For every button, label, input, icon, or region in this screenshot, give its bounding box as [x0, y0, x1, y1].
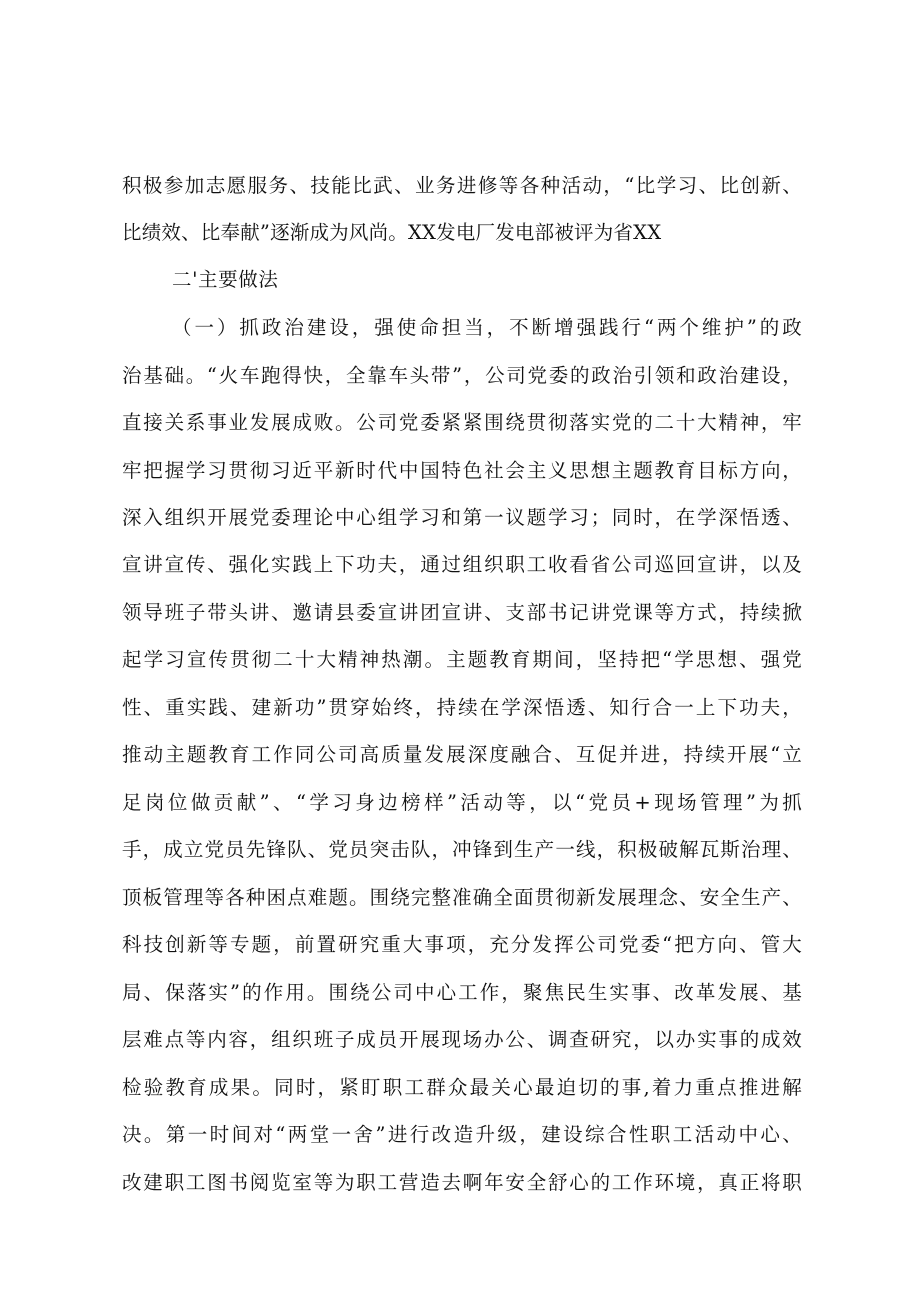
paragraph-line-7: 深入组织开展党委理论中心组学习和第一议题学习；同时，在学深悟透、	[122, 506, 802, 529]
paragraph-line-11: 性、重实践、建新功”贯穿始终，持续在学深悟透、知行合一上下功夫，	[122, 696, 802, 719]
paragraph-line-2: 比绩效、比奉献”逐渐成为风尚。XX发电厂发电部被评为省XX	[122, 221, 662, 244]
paragraph-line-21: 改建职工图书阅览室等为职工营造去啊年安全舒心的工作环境，真正将职	[122, 1171, 802, 1194]
paragraph-line-8: 宣讲宣传、强化实践上下功夫，通过组织职工收看省公司巡回宣讲，以及	[122, 553, 802, 576]
paragraph-line-1: 积极参加志愿服务、技能比武、业务进修等各种活动，“比学习、比创新、	[122, 174, 802, 197]
paragraph-line-15: 顶板管理等各种困点难题。围绕完整准确全面贯彻新发展理念、安全生产、	[122, 886, 802, 909]
paragraph-line-3: （一）抓政治建设，强使命担当，不断增强践行“两个维护”的政	[172, 316, 802, 339]
section-heading: 二'主要做法	[172, 268, 279, 291]
paragraph-line-10: 起学习宣传贯彻二十大精神热潮。主题教育期间，坚持把“学思想、强党	[122, 648, 802, 671]
paragraph-line-13: 足岗位做贡献”、“学习身边榜样”活动等，以“党员+现场管理”为抓	[122, 791, 802, 814]
paragraph-line-16: 科技创新等专题，前置研究重大事项，充分发挥公司党委“把方向、管大	[122, 933, 802, 956]
paragraph-line-20: 决。第一时间对“两堂一舍”进行改造升级，建设综合性职工活动中心、	[122, 1123, 802, 1146]
paragraph-line-4: 治基础。“火车跑得快，全靠车头带”，公司党委的政治引领和政治建设，	[122, 364, 802, 387]
paragraph-line-5: 直接关系事业发展成败。公司党委紧紧围绕贯彻落实党的二十大精神，牢	[122, 411, 802, 434]
paragraph-line-6: 牢把握学习贯彻习近平新时代中国特色社会主义思想主题教育目标方向，	[122, 459, 802, 482]
paragraph-line-19: 检验教育成果。同时，紧盯职工群众最关心最迫切的事,着力重点推进解	[122, 1076, 802, 1099]
paragraph-line-14: 手，成立党员先锋队、党员突击队，冲锋到生产一线，积极破解瓦斯治理、	[122, 838, 802, 861]
paragraph-line-17: 局、保落实”的作用。围绕公司中心工作，聚焦民生实事、改革发展、基	[122, 981, 802, 1004]
paragraph-line-9: 领导班子带头讲、邀请县委宣讲团宣讲、支部书记讲党课等方式，持续掀	[122, 601, 802, 624]
paragraph-line-12: 推动主题教育工作同公司高质量发展深度融合、互促并进，持续开展“立	[122, 743, 802, 766]
paragraph-line-18: 层难点等内容，组织班子成员开展现场办公、调查研究，以办实事的成效	[122, 1028, 802, 1051]
